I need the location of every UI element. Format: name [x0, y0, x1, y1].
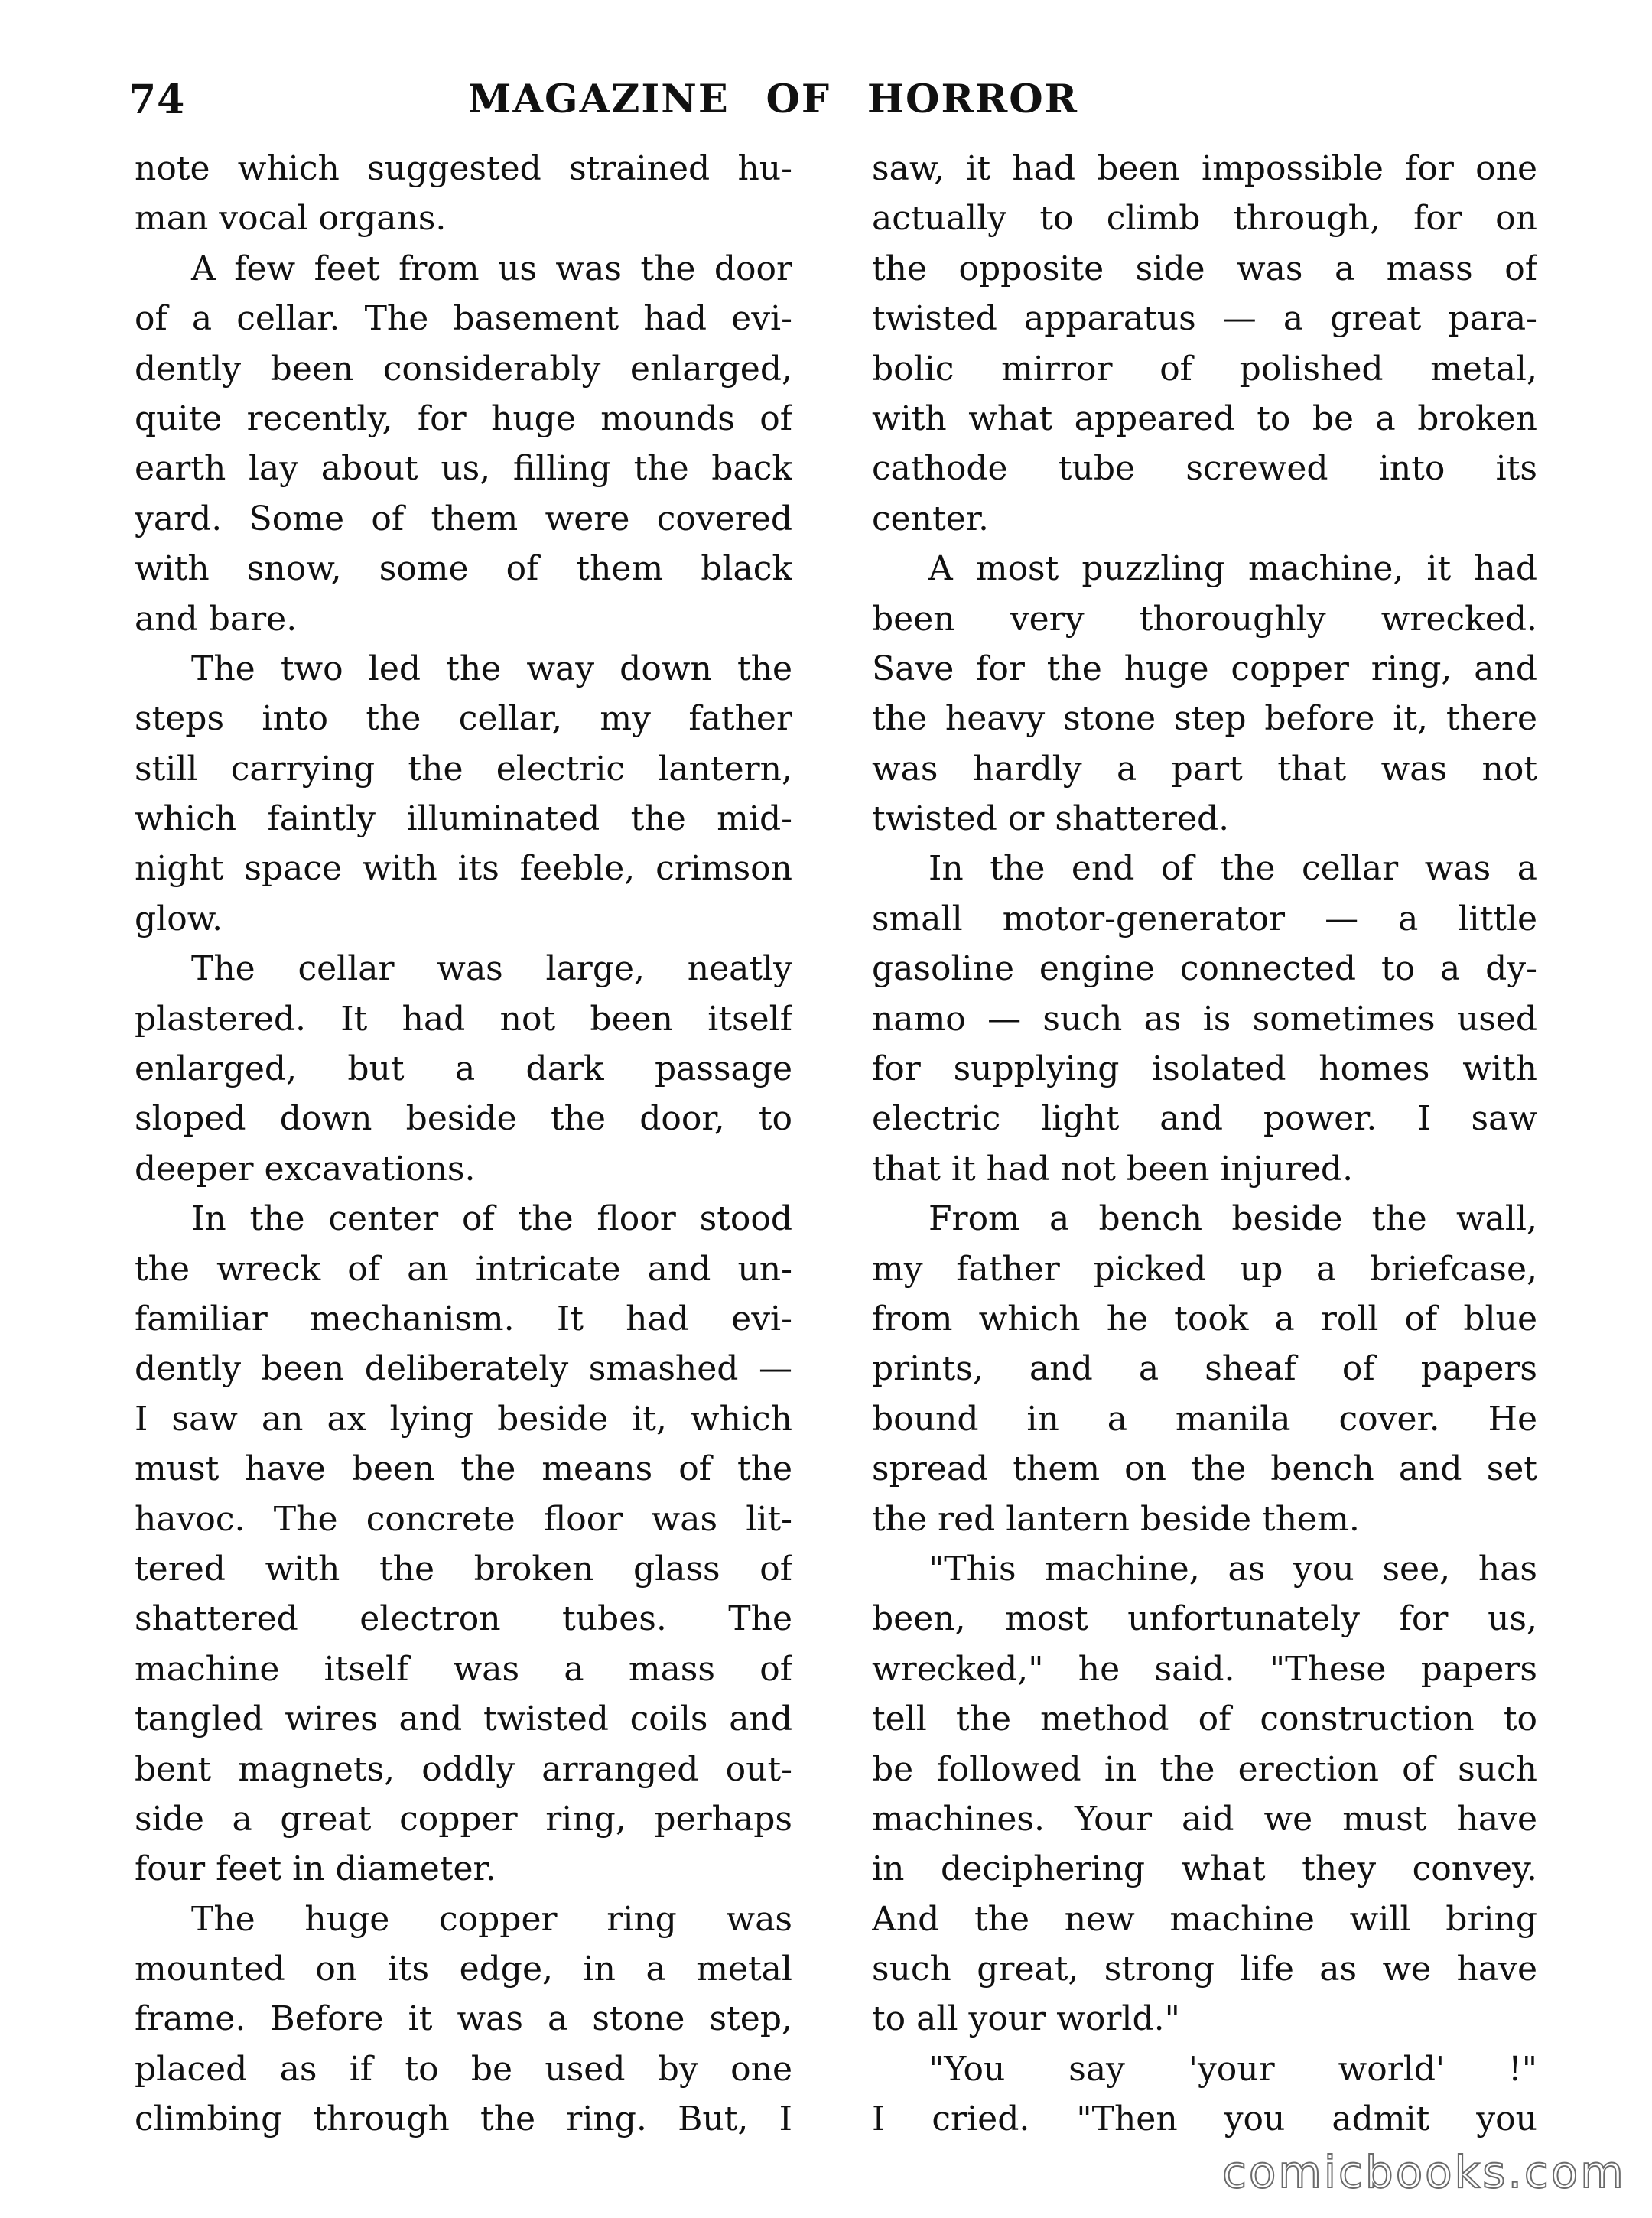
text-line: bound in a manila cover. He: [872, 1399, 1537, 1439]
text-line: shattered electron tubes. The: [135, 1599, 792, 1639]
text-line: bent magnets, oddly arranged out-: [135, 1749, 792, 1789]
text-line: actually to climb through, for on: [872, 199, 1537, 239]
text-line: four feet in diameter.: [135, 1849, 496, 1889]
text-line: with snow, some of them black: [135, 549, 792, 589]
text-line: spread them on the bench and set: [872, 1449, 1537, 1489]
text-line: namo — such as is sometimes used: [872, 999, 1537, 1039]
text-line: enlarged, but a dark passage: [135, 1049, 792, 1089]
text-line: The two led the way down the: [191, 649, 792, 688]
text-line: from which he took a roll of blue: [872, 1299, 1537, 1338]
text-line: dently been deliberately smashed —: [135, 1349, 792, 1389]
text-line: twisted or shattered.: [872, 799, 1230, 839]
text-line: In the end of the cellar was a: [928, 849, 1537, 889]
text-line: sloped down beside the door, to: [135, 1099, 792, 1139]
text-line: earth lay about us, filling the back: [135, 449, 792, 489]
text-line: small motor-generator — a little: [872, 899, 1537, 938]
text-line: wrecked," he said. "These papers: [872, 1649, 1537, 1689]
text-line: In the center of the floor stood: [191, 1199, 792, 1239]
magazine-title: MAGAZINE OF HORROR: [468, 76, 1079, 122]
text-line: prints, and a sheaf of papers: [872, 1349, 1537, 1389]
text-line: machines. Your aid we must have: [872, 1799, 1537, 1839]
text-line: center.: [872, 499, 989, 538]
text-line: the red lantern beside them.: [872, 1499, 1360, 1539]
text-line: twisted apparatus — a great para-: [872, 299, 1537, 339]
text-line: the opposite side was a mass of: [872, 249, 1537, 288]
text-line: tangled wires and twisted coils and: [135, 1699, 792, 1739]
text-line: must have been the means of the: [135, 1449, 792, 1489]
text-line: and bare.: [135, 599, 298, 639]
text-line: tell the method of construction to: [872, 1699, 1537, 1739]
text-line: glow.: [135, 899, 223, 938]
watermark: comicbooks.com: [1222, 2146, 1626, 2198]
text-line: "This machine, as you see, has: [928, 1549, 1537, 1589]
text-line: was hardly a part that was not: [872, 749, 1537, 789]
text-line: A most puzzling machine, it had: [928, 549, 1537, 589]
text-column-right: [872, 144, 1537, 2145]
text-line: electric light and power. I saw: [872, 1099, 1537, 1139]
text-line: been, most unfortunately for us,: [872, 1599, 1537, 1639]
text-line: the wreck of an intricate and un-: [135, 1249, 792, 1289]
text-line: mounted on its edge, in a metal: [135, 1950, 792, 1989]
page-header: [128, 76, 1543, 138]
text-line: side a great copper ring, perhaps: [135, 1799, 792, 1839]
text-line: which faintly illuminated the mid-: [135, 799, 792, 839]
text-line: placed as if to be used by one: [135, 2049, 792, 2089]
text-column-left: [135, 144, 792, 2145]
text-line: be followed in the erection of such: [872, 1749, 1537, 1789]
text-line: And the new machine will bring: [872, 1899, 1537, 1939]
text-line: with what appeared to be a broken: [872, 398, 1537, 438]
text-line: Save for the huge copper ring, and: [872, 649, 1537, 688]
text-line: of a cellar. The basement had evi-: [135, 299, 792, 339]
text-line: in deciphering what they convey.: [872, 1849, 1537, 1889]
text-line: machine itself was a mass of: [135, 1649, 792, 1689]
text-line: cathode tube screwed into its: [872, 449, 1537, 489]
text-line: that it had not been injured.: [872, 1149, 1354, 1189]
text-line: gasoline engine connected to a dy-: [872, 949, 1537, 989]
text-line: The cellar was large, neatly: [191, 949, 792, 989]
text-line: dently been considerably enlarged,: [135, 349, 792, 389]
text-line: tered with the broken glass of: [135, 1549, 792, 1589]
text-line: such great, strong life as we have: [872, 1950, 1537, 1989]
text-line: From a bench beside the wall,: [928, 1199, 1537, 1239]
text-line: bolic mirror of polished metal,: [872, 349, 1537, 389]
text-line: the heavy stone step before it, there: [872, 699, 1537, 739]
text-line: climbing through the ring. But, I: [135, 2099, 792, 2139]
text-line: I cried. "Then you admit you: [872, 2099, 1537, 2139]
text-line: "You say 'your world' !": [928, 2049, 1537, 2089]
text-line: night space with its feeble, crimson: [135, 849, 792, 889]
text-line: my father picked up a briefcase,: [872, 1249, 1537, 1289]
text-line: steps into the cellar, my father: [135, 699, 792, 739]
text-line: frame. Before it was a stone step,: [135, 1999, 792, 2039]
text-line: plastered. It had not been itself: [135, 999, 792, 1039]
text-line: man vocal organs.: [135, 199, 447, 239]
text-line: havoc. The concrete floor was lit-: [135, 1499, 792, 1539]
text-line: The huge copper ring was: [191, 1899, 792, 1939]
text-line: I saw an ax lying beside it, which: [135, 1399, 792, 1439]
text-line: familiar mechanism. It had evi-: [135, 1299, 792, 1338]
text-line: yard. Some of them were covered: [135, 499, 792, 538]
text-line: A few feet from us was the door: [191, 249, 792, 288]
text-line: still carrying the electric lantern,: [135, 749, 792, 789]
text-line: been very thoroughly wrecked.: [872, 599, 1537, 639]
page-number: 74: [128, 76, 186, 123]
text-line: to all your world.": [872, 1999, 1180, 2039]
text-line: quite recently, for huge mounds of: [135, 398, 792, 438]
text-line: for supplying isolated homes with: [872, 1049, 1537, 1089]
text-line: saw, it had been impossible for one: [872, 149, 1537, 188]
text-line: note which suggested strained hu-: [135, 149, 792, 188]
text-line: deeper excavations.: [135, 1149, 476, 1189]
